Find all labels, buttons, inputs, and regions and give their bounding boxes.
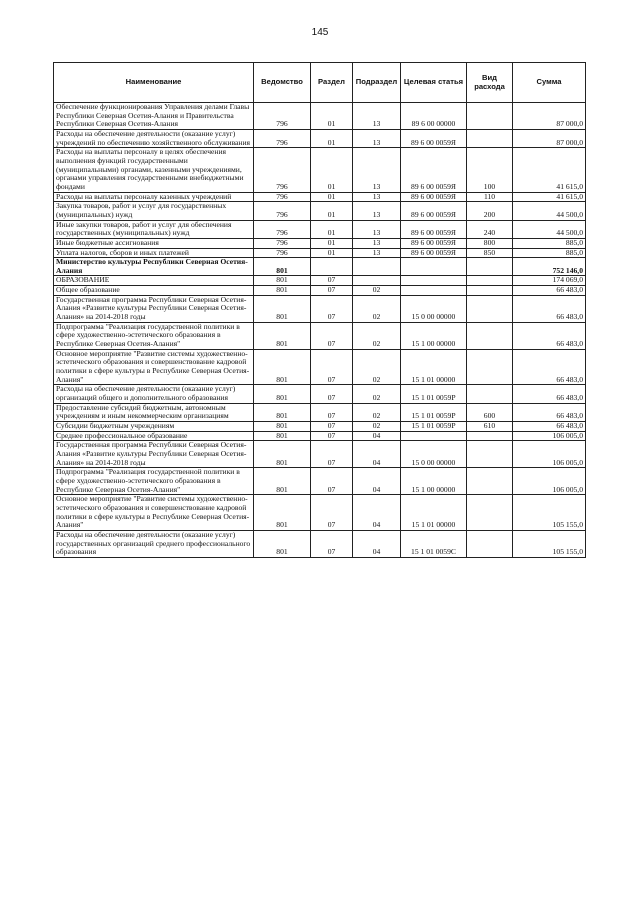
row-section: 01	[311, 202, 353, 220]
header-target: Целевая статья	[401, 63, 467, 103]
table-row	[54, 276, 586, 286]
row-subsection: 02	[353, 403, 401, 421]
row-section: 07	[311, 385, 353, 403]
row-section: 07	[311, 322, 353, 349]
row-expense	[467, 286, 513, 296]
row-dept: 801	[254, 421, 311, 431]
row-dept: 801	[254, 322, 311, 349]
row-expense: 850	[467, 248, 513, 258]
table-row	[54, 468, 586, 495]
row-section: 07	[311, 349, 353, 385]
table-row	[54, 385, 586, 403]
row-expense	[467, 530, 513, 557]
row-dept: 796	[254, 220, 311, 238]
row-target: 15 1 01 0059Р	[401, 385, 467, 403]
row-name: Субсидии бюджетным учреждениям	[54, 421, 254, 431]
row-sum: 105 155,0	[513, 530, 586, 557]
row-sum: 66 483,0	[513, 322, 586, 349]
row-name: Основное мероприятие "Развитие системы художественно-эстетического образования и совершенствование кадровой политики в сфере культуры в Республике Северная Осетия-Алания"	[54, 495, 254, 531]
table-row	[54, 403, 586, 421]
row-subsection: 02	[353, 286, 401, 296]
row-subsection: 02	[353, 349, 401, 385]
row-section: 07	[311, 495, 353, 531]
row-expense	[467, 103, 513, 130]
row-subsection: 04	[353, 468, 401, 495]
row-sum: 66 483,0	[513, 349, 586, 385]
row-expense	[467, 468, 513, 495]
row-target: 89 6 00 0059Я	[401, 129, 467, 147]
table-row	[54, 295, 586, 322]
table-row	[54, 192, 586, 202]
row-expense: 600	[467, 403, 513, 421]
row-subsection: 02	[353, 322, 401, 349]
row-subsection: 04	[353, 441, 401, 468]
row-name: Предоставление субсидий бюджетным, автономным учреждениям и иным некоммерческим организациям	[54, 403, 254, 421]
table-row	[54, 286, 586, 296]
row-expense: 610	[467, 421, 513, 431]
row-subsection: 13	[353, 192, 401, 202]
row-subsection: 04	[353, 495, 401, 531]
row-dept: 796	[254, 148, 311, 192]
row-sum: 106 005,0	[513, 431, 586, 441]
row-subsection: 13	[353, 202, 401, 220]
row-target	[401, 258, 467, 276]
budget-table	[53, 62, 586, 558]
row-name: Подпрограмма "Реализация государственной политики в сфере художественно-эстетического образования в Республике Северная Осетия-Алания"	[54, 322, 254, 349]
row-name: Расходы на выплаты персоналу в целях обеспечения выполнения функций государственными (муниципальными) органами, казенными учреждениями, органами управления государственными внебюджетными фондами	[54, 148, 254, 192]
row-section: 07	[311, 431, 353, 441]
row-name: Общее образование	[54, 286, 254, 296]
row-expense: 800	[467, 238, 513, 248]
row-name: Расходы на обеспечение деятельности (оказание услуг) учреждений по обеспечению хозяйственного обслуживания	[54, 129, 254, 147]
header-expense: Вид расхода	[467, 63, 513, 103]
row-section: 07	[311, 421, 353, 431]
row-section: 07	[311, 286, 353, 296]
row-subsection	[353, 276, 401, 286]
row-expense	[467, 295, 513, 322]
row-name: Расходы на обеспечение деятельности (оказание услуг) государственных организаций среднего профессионального образования	[54, 530, 254, 557]
row-target: 89 6 00 0059Я	[401, 220, 467, 238]
table-row	[54, 248, 586, 258]
table-row	[54, 431, 586, 441]
table-row	[54, 441, 586, 468]
row-section: 01	[311, 220, 353, 238]
row-sum: 106 005,0	[513, 441, 586, 468]
table-row	[54, 258, 586, 276]
row-target	[401, 286, 467, 296]
header-dept: Ведомство	[254, 63, 311, 103]
row-target: 15 0 00 00000	[401, 295, 467, 322]
row-section: 07	[311, 441, 353, 468]
row-name: Иные закупки товаров, работ и услуг для обеспечения государственных (муниципальных) нужд	[54, 220, 254, 238]
row-expense	[467, 129, 513, 147]
row-target: 15 1 01 0059Р	[401, 421, 467, 431]
table-row	[54, 129, 586, 147]
row-section: 07	[311, 403, 353, 421]
row-section: 01	[311, 129, 353, 147]
row-sum: 66 483,0	[513, 403, 586, 421]
row-name: Государственная программа Республики Северная Осетия-Алания «Развитие культуры Республики Северная Осетия-Алания» на 2014-2018 годы	[54, 441, 254, 468]
row-target: 89 6 00 0059Я	[401, 148, 467, 192]
row-expense	[467, 349, 513, 385]
row-name: Среднее профессиональное образование	[54, 431, 254, 441]
row-section: 01	[311, 148, 353, 192]
row-expense: 100	[467, 148, 513, 192]
row-section: 07	[311, 468, 353, 495]
row-dept: 801	[254, 530, 311, 557]
row-name: Министерство культуры Республики Северная Осетия-Алания	[54, 258, 254, 276]
row-sum: 41 615,0	[513, 148, 586, 192]
row-name: Государственная программа Республики Северная Осетия-Алания «Развитие культуры Республики Северная Осетия-Алания» на 2014-2018 годы	[54, 295, 254, 322]
row-subsection: 13	[353, 129, 401, 147]
row-expense: 240	[467, 220, 513, 238]
row-dept: 801	[254, 403, 311, 421]
table-row	[54, 148, 586, 192]
table-row	[54, 238, 586, 248]
row-sum: 66 483,0	[513, 295, 586, 322]
row-expense	[467, 431, 513, 441]
row-dept: 796	[254, 129, 311, 147]
row-dept: 801	[254, 349, 311, 385]
table-row	[54, 349, 586, 385]
row-dept: 801	[254, 495, 311, 531]
row-sum: 87 000,0	[513, 103, 586, 130]
row-target	[401, 431, 467, 441]
row-subsection: 02	[353, 385, 401, 403]
row-dept: 796	[254, 202, 311, 220]
row-expense: 200	[467, 202, 513, 220]
row-target	[401, 276, 467, 286]
row-section	[311, 258, 353, 276]
row-subsection: 13	[353, 220, 401, 238]
table-row	[54, 495, 586, 531]
row-name: Закупка товаров, работ и услуг для государственных (муниципальных) нужд	[54, 202, 254, 220]
row-target: 15 0 00 00000	[401, 441, 467, 468]
row-dept: 801	[254, 286, 311, 296]
table-header	[54, 63, 586, 103]
row-sum: 105 155,0	[513, 495, 586, 531]
row-dept: 801	[254, 295, 311, 322]
row-subsection: 13	[353, 238, 401, 248]
row-section: 07	[311, 276, 353, 286]
table-row	[54, 220, 586, 238]
row-target: 89 6 00 0059Я	[401, 192, 467, 202]
row-sum: 87 000,0	[513, 129, 586, 147]
row-target: 89 6 00 0059Я	[401, 248, 467, 258]
table-row	[54, 322, 586, 349]
row-subsection: 04	[353, 431, 401, 441]
row-target: 15 1 01 00000	[401, 495, 467, 531]
row-dept: 796	[254, 248, 311, 258]
row-subsection: 02	[353, 421, 401, 431]
row-section: 01	[311, 248, 353, 258]
header-section: Раздел	[311, 63, 353, 103]
row-expense	[467, 385, 513, 403]
row-subsection: 04	[353, 530, 401, 557]
row-section: 07	[311, 530, 353, 557]
row-target: 15 1 00 00000	[401, 322, 467, 349]
row-sum: 44 500,0	[513, 220, 586, 238]
row-expense: 110	[467, 192, 513, 202]
row-dept: 796	[254, 192, 311, 202]
row-expense	[467, 495, 513, 531]
row-target: 89 6 00 0059Я	[401, 202, 467, 220]
row-target: 15 1 01 0059С	[401, 530, 467, 557]
row-sum: 66 483,0	[513, 421, 586, 431]
row-sum: 885,0	[513, 238, 586, 248]
table-row	[54, 103, 586, 130]
row-target: 89 6 00 0059Я	[401, 238, 467, 248]
row-sum: 66 483,0	[513, 286, 586, 296]
row-name: Расходы на обеспечение деятельности (оказание услуг) организаций общего и дополнительного образования	[54, 385, 254, 403]
row-dept: 801	[254, 468, 311, 495]
row-dept: 801	[254, 385, 311, 403]
row-section: 01	[311, 192, 353, 202]
row-target: 89 6 00 00000	[401, 103, 467, 130]
table-body	[54, 103, 586, 558]
row-dept: 801	[254, 276, 311, 286]
header-sum: Сумма	[513, 63, 586, 103]
row-name: Основное мероприятие "Развитие системы художественно-эстетического образования и совершенствование кадровой политики в сфере культуры в Республике Северная Осетия-Алания"	[54, 349, 254, 385]
row-name: Обеспечение функционирования Управления делами Главы Республики Северная Осетия-Алания и Правительства Республики Северная Осетия-Алания	[54, 103, 254, 130]
row-sum: 41 615,0	[513, 192, 586, 202]
row-section: 01	[311, 238, 353, 248]
row-target: 15 1 01 0059Р	[401, 403, 467, 421]
row-subsection: 02	[353, 295, 401, 322]
row-subsection: 13	[353, 103, 401, 130]
row-expense	[467, 441, 513, 468]
header-subsection: Подраздел	[353, 63, 401, 103]
row-expense	[467, 322, 513, 349]
row-dept: 796	[254, 238, 311, 248]
row-sum: 66 483,0	[513, 385, 586, 403]
row-subsection: 13	[353, 148, 401, 192]
header-name: Наименование	[54, 63, 254, 103]
row-section: 01	[311, 103, 353, 130]
row-name: Расходы на выплаты персоналу казенных учреждений	[54, 192, 254, 202]
row-sum: 106 005,0	[513, 468, 586, 495]
row-sum: 44 500,0	[513, 202, 586, 220]
table-row	[54, 421, 586, 431]
row-subsection	[353, 258, 401, 276]
row-expense	[467, 276, 513, 286]
page-number: 145	[311, 27, 329, 38]
row-name: Подпрограмма "Реализация государственной политики в сфере художественно-эстетического образования в Республике Северная Осетия-Алания"	[54, 468, 254, 495]
table-row	[54, 202, 586, 220]
row-dept: 801	[254, 431, 311, 441]
row-sum: 174 069,0	[513, 276, 586, 286]
table-row	[54, 530, 586, 557]
row-section: 07	[311, 295, 353, 322]
row-name: Иные бюджетные ассигнования	[54, 238, 254, 248]
row-dept: 801	[254, 441, 311, 468]
row-dept: 801	[254, 258, 311, 276]
row-sum: 752 146,0	[513, 258, 586, 276]
row-expense	[467, 258, 513, 276]
row-name: Уплата налогов, сборов и иных платежей	[54, 248, 254, 258]
row-target: 15 1 01 00000	[401, 349, 467, 385]
row-name: ОБРАЗОВАНИЕ	[54, 276, 254, 286]
row-sum: 885,0	[513, 248, 586, 258]
row-target: 15 1 00 00000	[401, 468, 467, 495]
row-subsection: 13	[353, 248, 401, 258]
row-dept: 796	[254, 103, 311, 130]
